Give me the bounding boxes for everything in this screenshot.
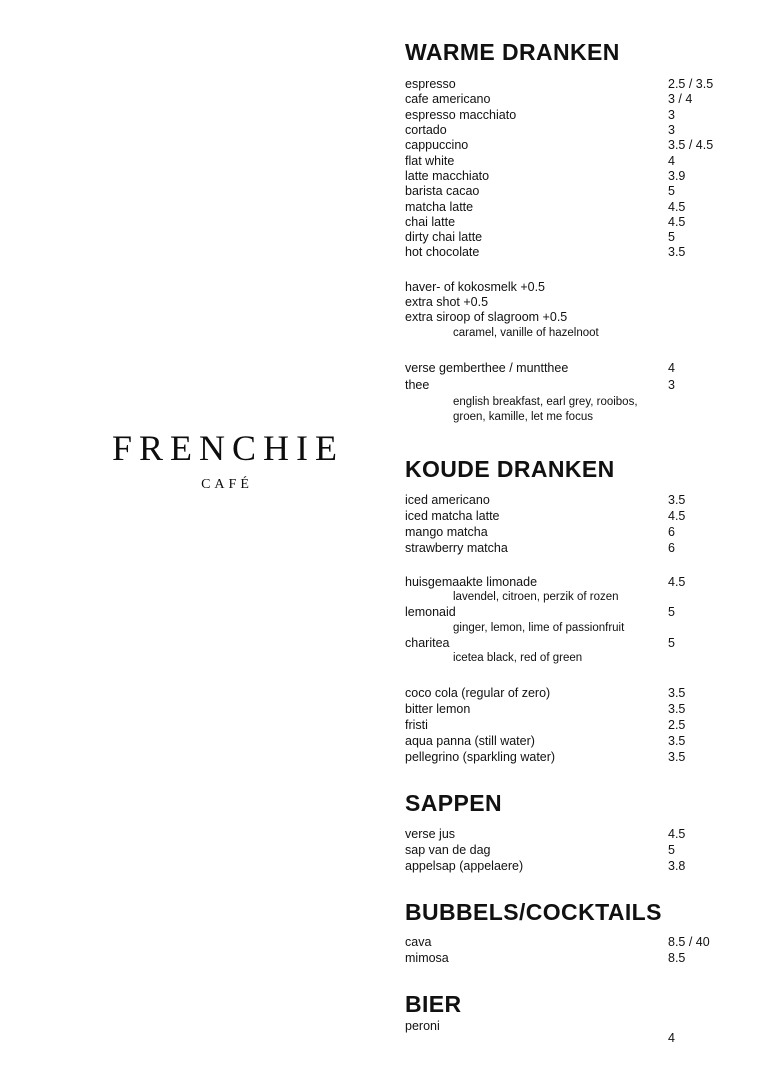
item-price: 3 / 4 (668, 92, 693, 107)
item-price: 3.5 (668, 492, 686, 507)
menu-item (405, 215, 740, 230)
spacer (405, 874, 740, 900)
item-name: bitter lemon (405, 702, 471, 717)
spacer (405, 765, 740, 791)
menu-item (405, 108, 740, 123)
addon-note: haver- of kokosmelk +0.5 (405, 279, 545, 294)
item-name: strawberry matcha (405, 540, 508, 555)
section-title: SAPPEN (405, 790, 502, 817)
item-name: coco cola (regular of zero) (405, 686, 551, 701)
menu-item (405, 605, 740, 620)
item-price: 3 (668, 378, 675, 393)
menu-item (405, 184, 740, 199)
item-name: verse gemberthee / muntthee (405, 360, 569, 375)
item-price: 3.8 (668, 858, 686, 873)
menu-item (405, 950, 740, 966)
item-price: 3.5 (668, 734, 686, 749)
menu-item (405, 733, 740, 749)
item-price: 3 (668, 123, 675, 138)
brand-block (60, 430, 390, 493)
item-name: barista cacao (405, 184, 480, 199)
item-price: 4.5 (668, 508, 686, 523)
menu-item (405, 1018, 740, 1045)
item-price: 4.5 (668, 826, 686, 841)
menu-item (405, 492, 740, 508)
spacer (405, 425, 740, 457)
menu-item (405, 200, 740, 215)
brand-name: FRENCHIE (111, 428, 344, 468)
item-name: iced americano (405, 492, 490, 507)
menu-item (405, 169, 740, 184)
spacer (405, 966, 740, 992)
section-title: BUBBELS/COCKTAILS (405, 898, 662, 925)
item-price: 5 (668, 842, 675, 857)
item-name: hot chocolate (405, 245, 480, 260)
menu-item (405, 360, 740, 378)
addon-note: extra shot +0.5 (405, 295, 489, 309)
menu-item (405, 575, 740, 590)
item-price: 6 (668, 540, 675, 555)
section-bubbels-cocktails (405, 900, 740, 966)
section-warme-dranken (405, 40, 740, 425)
item-price: 2.5 / 3.5 (668, 77, 714, 92)
item-name: sap van de dag (405, 842, 491, 857)
menu-item (405, 717, 740, 733)
section-sappen (405, 791, 740, 873)
item-price: 5 (668, 230, 675, 245)
menu-item (405, 77, 740, 92)
item-price: 4 (668, 1030, 675, 1045)
item-name: huisgemaakte limonade (405, 574, 538, 589)
item-price: 3.5 (668, 702, 686, 717)
item-name: aqua panna (still water) (405, 734, 535, 749)
item-price: 8.5 / 40 (668, 934, 710, 949)
item-name: dirty chai latte (405, 230, 483, 245)
item-price: 3.5 (668, 686, 686, 701)
menu-item (405, 540, 740, 556)
addon-note-description: caramel, vanille of hazelnoot (453, 326, 599, 339)
item-description: icetea black, red of green (453, 652, 583, 665)
item-price: 4 (668, 153, 675, 168)
menu-item (405, 934, 740, 950)
item-name: cappuccino (405, 138, 469, 153)
item-name: matcha latte (405, 199, 474, 214)
item-price: 5 (668, 184, 675, 199)
item-name: flat white (405, 153, 455, 168)
section-title: KOUDE DRANKEN (405, 456, 615, 483)
item-name: mimosa (405, 950, 449, 965)
item-price: 4.5 (668, 199, 686, 214)
item-name: peroni (405, 1018, 440, 1033)
spacer (405, 556, 740, 575)
item-price: 8.5 (668, 950, 686, 965)
item-description: ginger, lemon, lime of passionfruit (453, 621, 625, 634)
item-name: thee (405, 378, 430, 393)
menu-column (405, 39, 740, 1045)
item-name: verse jus (405, 826, 456, 841)
item-list (405, 77, 740, 261)
item-price: 4.5 (668, 574, 686, 589)
item-price: 3.5 (668, 750, 686, 765)
addon-note: extra siroop of slagroom +0.5 (405, 310, 568, 325)
menu-item (405, 138, 740, 153)
item-name: charitea (405, 635, 450, 650)
item-price: 3.9 (668, 168, 686, 183)
menu-item (405, 245, 740, 260)
item-name: espresso (405, 77, 456, 92)
menu-item (405, 858, 740, 874)
item-name: lemonaid (405, 605, 456, 620)
item-price: 4.5 (668, 214, 686, 229)
section-title: WARME DRANKEN (405, 39, 620, 65)
brand-subtitle: CAFÉ (201, 477, 253, 492)
item-price: 3.5 (668, 245, 686, 260)
menu-item (405, 92, 740, 107)
item-price: 5 (668, 605, 675, 620)
item-name: cava (405, 934, 432, 949)
item-name: fristi (405, 718, 428, 733)
menu-item (405, 685, 740, 701)
item-price: 6 (668, 524, 675, 539)
item-description: lavendel, citroen, perzik of rozen (453, 590, 619, 603)
item-price: 4 (668, 360, 675, 375)
menu-item (405, 636, 740, 651)
section-bier (405, 990, 740, 1045)
spacer (405, 261, 740, 280)
item-name: latte macchiato (405, 168, 490, 183)
menu-item (405, 377, 740, 395)
tea-description: english breakfast, earl grey, rooibos, (453, 395, 638, 408)
item-name: cafe americano (405, 92, 491, 107)
item-name: iced matcha latte (405, 508, 500, 523)
menu-item (405, 230, 740, 245)
menu-item (405, 154, 740, 169)
item-price: 2.5 (668, 718, 686, 733)
item-price: 3 (668, 107, 675, 122)
spacer (405, 666, 740, 685)
item-name: espresso macchiato (405, 107, 517, 122)
menu-item (405, 826, 740, 842)
item-name: cortado (405, 123, 447, 138)
item-price: 5 (668, 635, 675, 650)
section-title: BIER (405, 990, 462, 1017)
tea-description: groen, kamille, let me focus (453, 411, 593, 424)
menu-item (405, 508, 740, 524)
menu-item (405, 701, 740, 717)
item-name: appelsap (appelaere) (405, 858, 524, 873)
item-name: chai latte (405, 214, 456, 229)
item-price: 3.5 / 4.5 (668, 138, 714, 153)
menu-item (405, 842, 740, 858)
menu-item (405, 123, 740, 138)
section-koude-dranken (405, 457, 740, 765)
spacer (405, 341, 740, 360)
menu-item (405, 749, 740, 765)
item-name: pellegrino (sparkling water) (405, 750, 556, 765)
item-name: mango matcha (405, 524, 488, 539)
menu-item (405, 524, 740, 540)
